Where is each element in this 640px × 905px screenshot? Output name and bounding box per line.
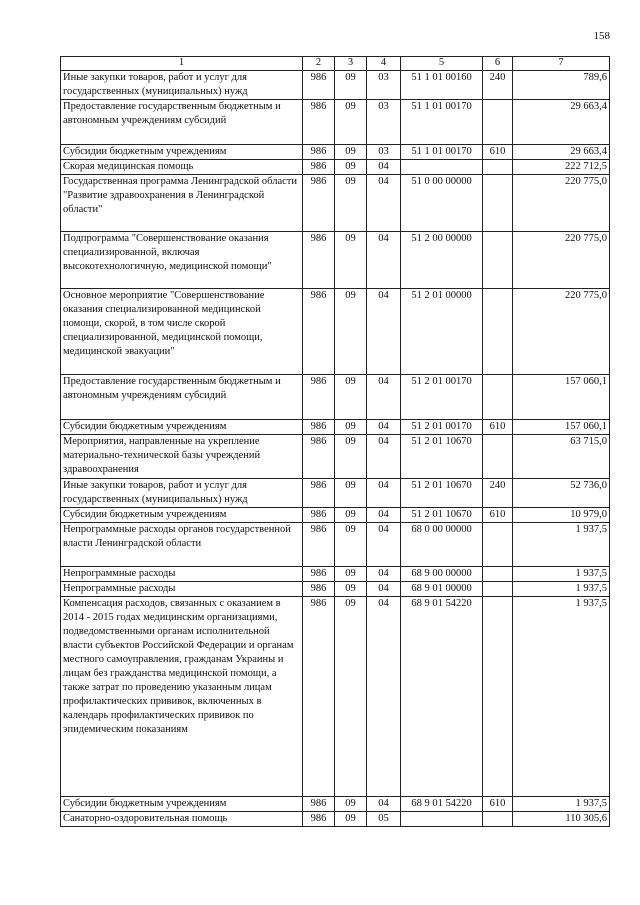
cell-name: Непрограммные расходы: [61, 567, 303, 582]
cell-subsection: 04: [367, 375, 401, 420]
cell-name: Непрограммные расходы органов государственной власти Ленинградской области: [61, 523, 303, 567]
cell-section: 09: [335, 420, 367, 435]
cell-section: 09: [335, 100, 367, 145]
cell-section: 09: [335, 797, 367, 812]
table-row: [61, 175, 610, 232]
cell-name: Скорая медицинская помощь: [61, 160, 303, 175]
cell-target: 51 0 00 00000: [401, 175, 483, 232]
cell-amount: 1 937,5: [513, 567, 610, 582]
cell-section: 09: [335, 582, 367, 597]
cell-amount: 29 663,4: [513, 145, 610, 160]
cell-target: 51 2 01 10670: [401, 435, 483, 479]
cell-subsection: 04: [367, 160, 401, 175]
cell-ministry: 986: [303, 435, 335, 479]
cell-name: Мероприятия, направленные на укрепление материально-технической базы учреждений здравоохранения: [61, 435, 303, 479]
cell-type: [483, 232, 513, 289]
table-row: [61, 160, 610, 175]
cell-target: 68 9 00 00000: [401, 567, 483, 582]
cell-target: 68 9 01 00000: [401, 582, 483, 597]
cell-target: 68 0 00 00000: [401, 523, 483, 567]
table-row: [61, 812, 610, 827]
table-row: [61, 597, 610, 797]
cell-subsection: 03: [367, 71, 401, 100]
cell-type: [483, 375, 513, 420]
cell-ministry: 986: [303, 175, 335, 232]
cell-section: 09: [335, 523, 367, 567]
cell-subsection: 03: [367, 100, 401, 145]
table-row: [61, 508, 610, 523]
table-row: [61, 435, 610, 479]
table-row: [61, 232, 610, 289]
cell-target: 51 2 01 10670: [401, 479, 483, 508]
cell-name: Иные закупки товаров, работ и услуг для государственных (муниципальных) нужд: [61, 71, 303, 100]
cell-type: 610: [483, 797, 513, 812]
cell-ministry: 986: [303, 797, 335, 812]
cell-subsection: 05: [367, 812, 401, 827]
cell-amount: 1 937,5: [513, 523, 610, 567]
cell-ministry: 986: [303, 160, 335, 175]
cell-type: [483, 597, 513, 797]
cell-ministry: 986: [303, 523, 335, 567]
cell-type: [483, 523, 513, 567]
cell-subsection: 04: [367, 435, 401, 479]
cell-amount: 1 937,5: [513, 582, 610, 597]
cell-ministry: 986: [303, 508, 335, 523]
cell-type: 240: [483, 479, 513, 508]
cell-amount: 63 715,0: [513, 435, 610, 479]
cell-name: Иные закупки товаров, работ и услуг для государственных (муниципальных) нужд: [61, 479, 303, 508]
cell-name: Подпрограмма "Совершенствование оказания специализированной, включая высокотехнологичную, медицинской помощи": [61, 232, 303, 289]
header-row: [61, 57, 610, 71]
cell-target: 51 2 00 00000: [401, 232, 483, 289]
cell-type: [483, 435, 513, 479]
cell-name: Основное мероприятие "Совершенствование оказания специализированной медицинской помощи, скорой, в том числе скорой специализированной, медицинской помощи, медицинской эвакуации": [61, 289, 303, 375]
cell-target: 51 1 01 00160: [401, 71, 483, 100]
cell-type: [483, 289, 513, 375]
cell-target: 51 2 01 00170: [401, 375, 483, 420]
cell-section: 09: [335, 232, 367, 289]
cell-amount: 157 060,1: [513, 420, 610, 435]
cell-target: 51 1 01 00170: [401, 145, 483, 160]
cell-type: [483, 175, 513, 232]
cell-name: Предоставление государственным бюджетным и автономным учреждениям субсидий: [61, 375, 303, 420]
cell-subsection: 04: [367, 479, 401, 508]
table-row: [61, 797, 610, 812]
cell-target: [401, 160, 483, 175]
cell-amount: 157 060,1: [513, 375, 610, 420]
cell-amount: 220 775,0: [513, 232, 610, 289]
cell-target: 68 9 01 54220: [401, 597, 483, 797]
table-row: [61, 289, 610, 375]
cell-section: 09: [335, 71, 367, 100]
cell-ministry: 986: [303, 420, 335, 435]
cell-ministry: 986: [303, 100, 335, 145]
cell-subsection: 04: [367, 289, 401, 375]
table-row: [61, 100, 610, 145]
header-cell: 2: [303, 57, 335, 71]
cell-amount: 10 979,0: [513, 508, 610, 523]
header-cell: 3: [335, 57, 367, 71]
cell-amount: 110 305,6: [513, 812, 610, 827]
table-row: [61, 71, 610, 100]
header-cell: 7: [513, 57, 610, 71]
cell-subsection: 04: [367, 597, 401, 797]
header-cell: 1: [61, 57, 303, 71]
cell-type: 610: [483, 420, 513, 435]
cell-subsection: 04: [367, 567, 401, 582]
cell-target: [401, 812, 483, 827]
table-row: [61, 479, 610, 508]
cell-section: 09: [335, 289, 367, 375]
cell-type: 610: [483, 508, 513, 523]
header-cell: 5: [401, 57, 483, 71]
cell-type: [483, 582, 513, 597]
cell-subsection: 04: [367, 582, 401, 597]
cell-ministry: 986: [303, 582, 335, 597]
cell-section: 09: [335, 435, 367, 479]
table-row: [61, 523, 610, 567]
cell-amount: 220 775,0: [513, 175, 610, 232]
table-row: [61, 420, 610, 435]
cell-name: Компенсация расходов, связанных с оказанием в 2014 - 2015 годах медицинским организациями, подведомственными органам исполнительной власти субъектов Российской Федерации и органам местного самоуправления, гражданам Украины и лицам без гражданства медицинской помощи, а также затрат по проведению указанным лицам профилактических прививок, включенных в календарь профилактических прививок по эпидемическим показаниям: [61, 597, 303, 797]
cell-section: 09: [335, 479, 367, 508]
cell-amount: 1 937,5: [513, 797, 610, 812]
header-cell: 4: [367, 57, 401, 71]
cell-name: Субсидии бюджетным учреждениям: [61, 797, 303, 812]
cell-name: Непрограммные расходы: [61, 582, 303, 597]
cell-section: 09: [335, 597, 367, 797]
cell-subsection: 04: [367, 523, 401, 567]
cell-amount: 1 937,5: [513, 597, 610, 797]
cell-type: [483, 812, 513, 827]
page-number: 158: [593, 30, 610, 42]
cell-amount: 29 663,4: [513, 100, 610, 145]
cell-ministry: 986: [303, 145, 335, 160]
cell-subsection: 04: [367, 175, 401, 232]
cell-section: 09: [335, 375, 367, 420]
cell-subsection: 04: [367, 420, 401, 435]
cell-amount: 789,6: [513, 71, 610, 100]
cell-name: Субсидии бюджетным учреждениям: [61, 145, 303, 160]
cell-amount: 222 712,5: [513, 160, 610, 175]
cell-section: 09: [335, 508, 367, 523]
cell-target: 51 2 01 00000: [401, 289, 483, 375]
cell-subsection: 04: [367, 508, 401, 523]
cell-type: 240: [483, 71, 513, 100]
cell-subsection: 04: [367, 232, 401, 289]
cell-type: [483, 567, 513, 582]
cell-section: 09: [335, 812, 367, 827]
budget-table: [60, 56, 610, 827]
table-row: [61, 582, 610, 597]
cell-target: 51 1 01 00170: [401, 100, 483, 145]
header-cell: 6: [483, 57, 513, 71]
cell-subsection: 04: [367, 797, 401, 812]
cell-target: 51 2 01 10670: [401, 508, 483, 523]
cell-type: 610: [483, 145, 513, 160]
cell-name: Предоставление государственным бюджетным и автономным учреждениям субсидий: [61, 100, 303, 145]
cell-name: Субсидии бюджетным учреждениям: [61, 420, 303, 435]
cell-amount: 220 775,0: [513, 289, 610, 375]
cell-subsection: 03: [367, 145, 401, 160]
cell-type: [483, 100, 513, 145]
cell-ministry: 986: [303, 812, 335, 827]
cell-ministry: 986: [303, 289, 335, 375]
cell-section: 09: [335, 567, 367, 582]
cell-ministry: 986: [303, 375, 335, 420]
cell-name: Государственная программа Ленинградской области "Развитие здравоохранения в Ленинградской области": [61, 175, 303, 232]
cell-section: 09: [335, 160, 367, 175]
cell-name: Субсидии бюджетным учреждениям: [61, 508, 303, 523]
cell-ministry: 986: [303, 567, 335, 582]
table-row: [61, 567, 610, 582]
cell-section: 09: [335, 175, 367, 232]
table-row: [61, 145, 610, 160]
cell-ministry: 986: [303, 479, 335, 508]
cell-type: [483, 160, 513, 175]
cell-ministry: 986: [303, 597, 335, 797]
cell-ministry: 986: [303, 232, 335, 289]
cell-target: 51 2 01 00170: [401, 420, 483, 435]
cell-name: Санаторно-оздоровительная помощь: [61, 812, 303, 827]
table-row: [61, 375, 610, 420]
cell-target: 68 9 01 54220: [401, 797, 483, 812]
cell-amount: 52 736,0: [513, 479, 610, 508]
cell-ministry: 986: [303, 71, 335, 100]
cell-section: 09: [335, 145, 367, 160]
